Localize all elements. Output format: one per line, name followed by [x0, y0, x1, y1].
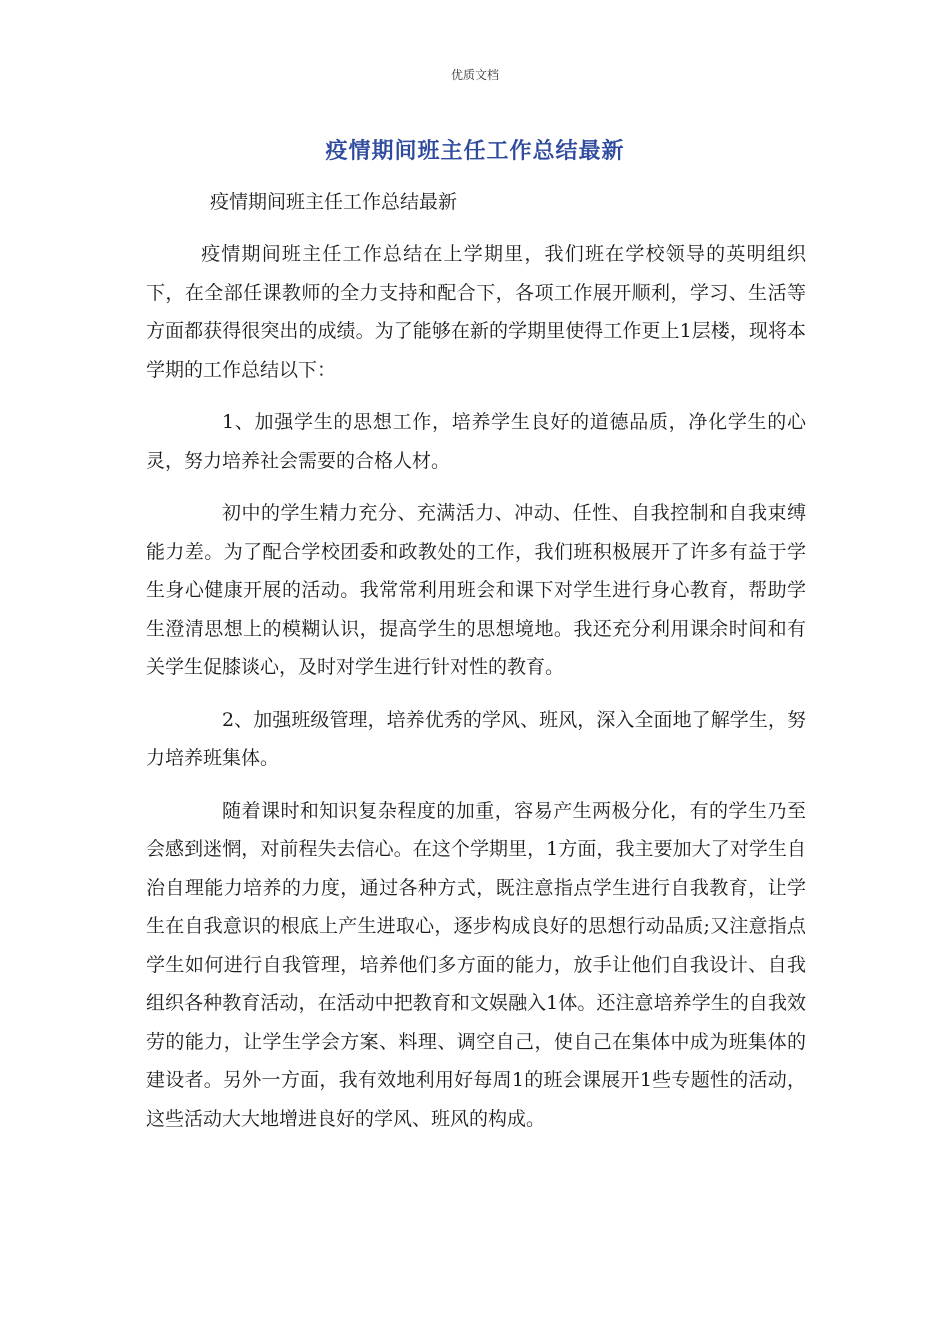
- paragraph-point-1: 1、加强学生的思想工作，培养学生良好的道德品质，净化学生的心灵，努力培养社会需要的合格人材。: [146, 411, 806, 472]
- header-label: 优质文档: [450, 68, 499, 82]
- paragraph-point-2-detail: 随着课时和知识复杂程度的加重，容易产生两极分化，有的学生乃至会感到迷惘，对前程失去信心。在这个学期里，1方面，我主要加大了对学生自治自理能力培养的力度，通过各种方式，既注意指点学生进行自我教育，让学生在自我意识的根底上产生进取心，逐步构成良好的思想行动品质;又注意指点学生如何进行自我管理，培养他们多方面的能力，放手让他们自我设计、自我组织各种教育活动，在活动中把教育和文娱融入1体。还注意培养学生的自我效劳的能力，让学生学会方案、料理、调空自己，使自己在集体中成为班集体的建设者。另外一方面，我有效地利用好每周1的班会课展开1些专题性的活动，这些活动大大地增进良好的学风、班风的构成。: [146, 799, 806, 1130]
- document-body: [146, 235, 806, 1138]
- document-subtitle: 疫情期间班主任工作总结最新: [210, 191, 458, 213]
- paragraph-point-1-detail: 初中的学生精力充分、充满活力、冲动、任性、自我控制和自我束缚能力差。为了配合学校团委和政教处的工作，我们班积极展开了许多有益于学生身心健康开展的活动。我常常利用班会和课下对学生进行身心教育，帮助学生澄清思想上的模糊认识，提高学生的思想境地。我还充分利用课余时间和有关学生促膝谈心，及时对学生进行针对性的教育。: [146, 502, 806, 678]
- document-title: 疫情期间班主任工作总结最新: [325, 139, 625, 164]
- paragraph-point-2: 2、加强班级管理，培养优秀的学风、班风，深入全面地了解学生，努力培养班集体。: [146, 708, 806, 769]
- paragraph-intro: 疫情期间班主任工作总结在上学期里，我们班在学校领导的英明组织下，在全部任课教师的全力支持和配合下，各项工作展开顺利，学习、生活等方面都获得很突出的成绩。为了能够在新的学期里使得工作更上1层楼，现将本学期的工作总结以下：: [146, 243, 806, 381]
